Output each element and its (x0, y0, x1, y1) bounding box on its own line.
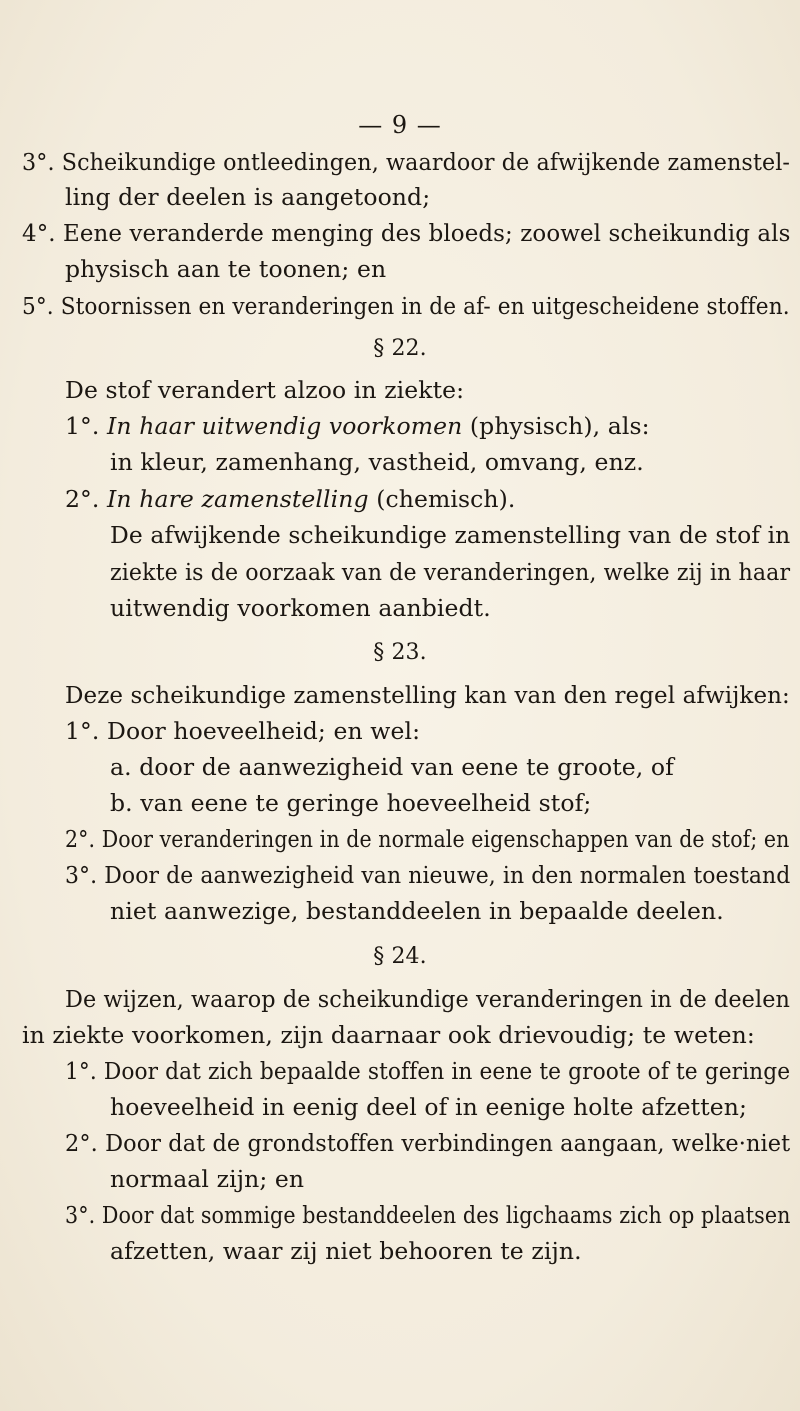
list-item-1: 1°. Door hoeveelheid; en wel: (65, 717, 421, 745)
emphasis-text: In hare zamenstelling (107, 485, 369, 513)
paragraph-line: De afwijkende scheikundige zamenstelling van de stof in (110, 521, 791, 549)
list-item-3: 3°. Scheikundige ontleedingen, waardoor de afwijkende zamenstel- (22, 148, 791, 176)
page-number: — 9 — (358, 111, 442, 139)
list-item-1: 1°. Door dat zich bepaalde stoffen in eene te groote of te geringe (65, 1057, 791, 1085)
text-line: hoeveelheid in eenig deel of in eenige holte afzetten; (110, 1093, 747, 1121)
section-heading: § 24. (373, 944, 427, 969)
paragraph-line: De stof verandert alzoo in ziekte: (65, 376, 465, 404)
section-heading: § 23. (373, 640, 427, 665)
section-heading: § 22. (373, 336, 427, 361)
emphasis-text: In haar uitwendig voorkomen (107, 412, 463, 440)
sub-item-a: a. door de aanwezigheid van eene te groote, of (110, 753, 674, 781)
paragraph-line: in ziekte voorkomen, zijn daarnaar ook drievoudig; te weten: (22, 1021, 755, 1049)
list-number: 1°. (65, 412, 108, 440)
text-line: physisch aan te toonen; en (65, 255, 387, 283)
list-item-3: 3°. Door de aanwezigheid van nieuwe, in den normalen toestand (65, 861, 791, 889)
text-line: ling der deelen is aangetoond; (65, 183, 431, 211)
text-line: in kleur, zamenhang, vastheid, omvang, enz. (110, 448, 644, 476)
list-item-4: 4°. Eene veranderde menging des bloeds; zoowel scheikundig als (22, 219, 791, 247)
paragraph-line: ziekte is de oorzaak van de veranderingen, welke zij in haar (110, 558, 791, 586)
sub-item-b: b. van eene te geringe hoeveelheid stof; (110, 789, 592, 817)
list-item-2: 2°. Door veranderingen in de normale eigenschappen van de stof; en (65, 825, 790, 853)
text-span: (chemisch). (368, 485, 516, 513)
text-span: (physisch), als: (462, 412, 650, 440)
list-number: 2°. (65, 485, 108, 513)
paragraph-line: uitwendig voorkomen aanbiedt. (110, 594, 491, 622)
text-line: afzetten, waar zij niet behooren te zijn. (110, 1237, 582, 1265)
list-item-2 (65, 484, 516, 514)
paragraph-line: De wijzen, waarop de scheikundige veranderingen in de deelen (65, 985, 790, 1013)
list-item-1 (65, 411, 650, 441)
paragraph-line: Deze scheikundige zamenstelling kan van den regel afwijken: (65, 681, 790, 709)
text-line: niet aanwezige, bestanddeelen in bepaalde deelen. (110, 897, 724, 925)
list-item-2: 2°. Door dat de grondstoffen verbindingen aangaan, welke·niet (65, 1129, 791, 1157)
list-item-3: 3°. Door dat sommige bestanddeelen des ligchaams zich op plaatsen (65, 1201, 791, 1229)
list-item-5: 5°. Stoornissen en veranderingen in de af- en uitgescheidene stoffen. (22, 292, 790, 320)
text-line: normaal zijn; en (110, 1165, 305, 1193)
